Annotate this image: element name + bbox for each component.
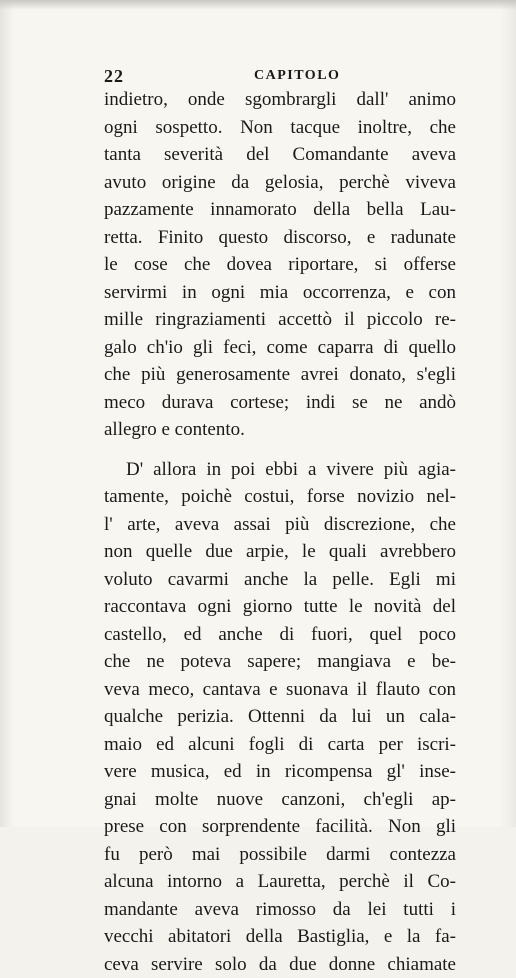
text-line: voluto cavarmi anche la pelle. Egli mi [104,566,456,594]
text-line: mandante aveva rimosso da lei tutti i [104,896,456,924]
text-line: l' arte, aveva assai più discrezione, che [104,511,456,539]
body-text [104,86,456,978]
text-line: che ne poteva sapere; mangiava e be- [104,648,456,676]
text-line: mille ringraziamenti accettò il piccolo re- [104,306,456,334]
text-line: gnai molte nuove canzoni, ch'egli ap- [104,786,456,814]
running-head: CAPITOLO [254,68,340,84]
text-line: tanta severità del Comandante aveva [104,141,456,169]
text-line: indietro, onde sgombrargli dall' animo [104,86,456,114]
text-line: pazzamente innamorato della bella Lau- [104,196,456,224]
text-line: meco durava cortese; indi se ne andò [104,389,456,417]
text-line: veva meco, cantava e suonava il flauto con [104,676,456,704]
paragraph-gap [104,444,456,456]
text-line: le cose che dovea riportare, si offerse [104,251,456,279]
text-line: tamente, poichè costui, forse novizio nel- [104,483,456,511]
text-line: maio ed alcuni fogli di carta per iscri- [104,731,456,759]
text-line: prese con sorprendente facilità. Non gli [104,813,456,841]
text-line: avuto origine da gelosia, perchè viveva [104,169,456,197]
text-line: vere musica, ed in ricompensa gl' inse- [104,758,456,786]
paragraph-2 [104,456,456,978]
text-line: che più generosamente avrei donato, s'egli [104,361,456,389]
text-line: non quelle due arpie, le quali avrebbero [104,538,456,566]
paragraph-1 [104,86,456,444]
text-line: retta. Finito questo discorso, e radunate [104,224,456,252]
text-line: fu però mai possibile darmi contezza [104,841,456,869]
page-edge-shadow [0,0,516,10]
page-number: 22 [104,66,124,87]
text-line: ogni sospetto. Non tacque inoltre, che [104,114,456,142]
page-header [104,66,456,88]
text-line: galo ch'io gli feci, come caparra di quello [104,334,456,362]
text-line: D' allora in poi ebbi a vivere più agia- [104,456,456,484]
text-line: raccontava ogni giorno tutte le novità del [104,593,456,621]
text-line: qualche perizia. Ottenni da lui un cala- [104,703,456,731]
text-line: vecchi abitatori della Bastiglia, e la fa- [104,923,456,951]
text-line: allegro e contento. [104,416,456,444]
text-line: ceva servire solo da due donne chiamate [104,951,456,978]
text-line: castello, ed anche di fuori, quel poco [104,621,456,649]
text-line: alcuna intorno a Lauretta, perchè il Co- [104,868,456,896]
text-line: servirmi in ogni mia occorrenza, e con [104,279,456,307]
